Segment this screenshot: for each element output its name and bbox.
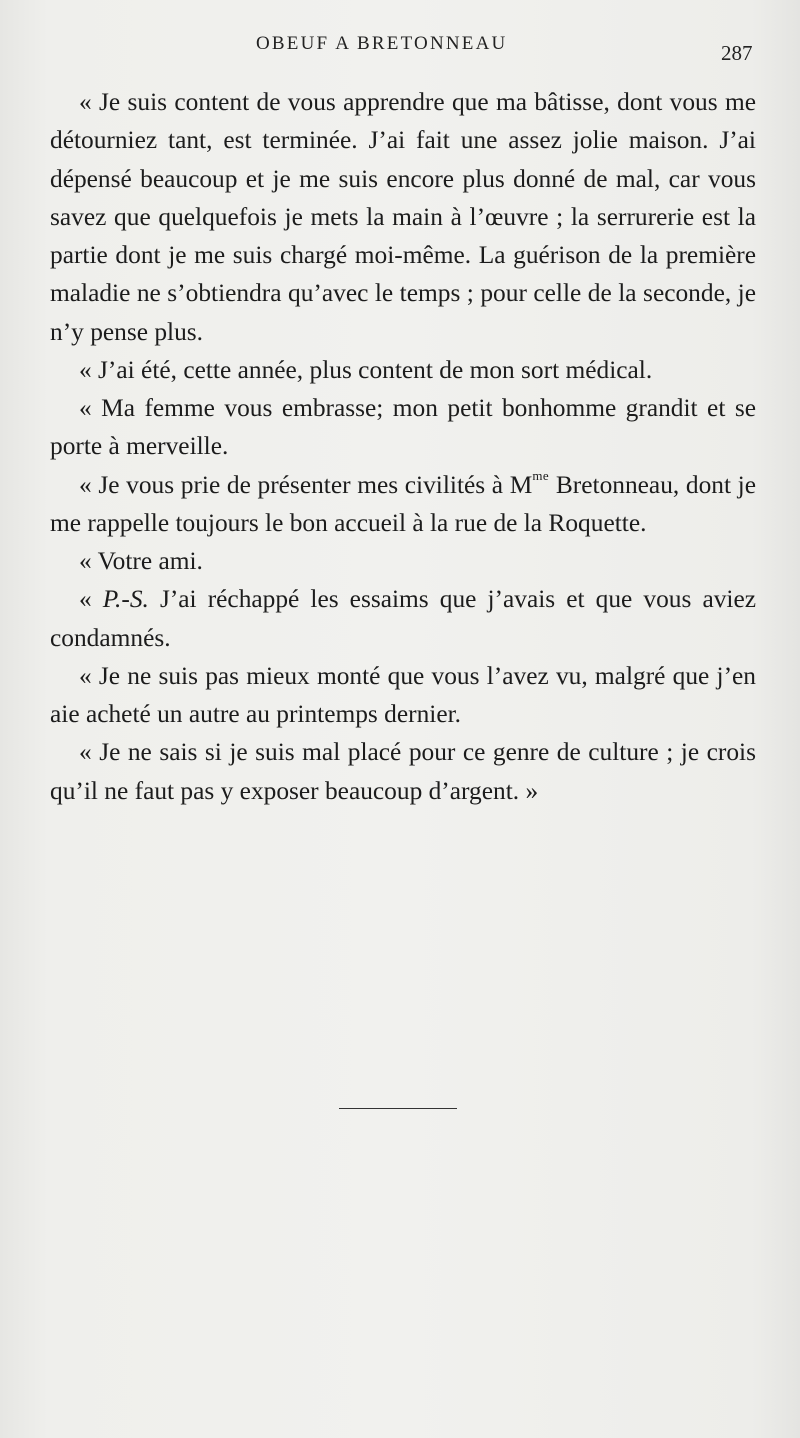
paragraph: « Votre ami. (79, 547, 203, 575)
page-number: 287 (721, 41, 753, 65)
paragraph: « Je suis content de vous apprendre que ma bâtisse, dont vous me détourniez tant, est terminée. J’ai fait une assez jolie maison. J’ai dépensé beaucoup et je me suis encore plus donné de mal, car vous savez que quelquefois je mets la main à l’œuvre ; la serrurerie est la partie dont je me suis chargé moi-même. La guérison de la première maladie ne s’obtiendra qu’avec le temps ; pour celle de la seconde, je n’y pense plus. (50, 88, 756, 346)
paragraph-text: J’ai réchappé les essaims que j’avais et que vous aviez condamnés. (50, 585, 757, 652)
paragraph-text: « Je vous prie de présenter mes civilités à M (79, 470, 533, 499)
paragraph: « Je ne suis pas mieux monté que vous l’avez vu, malgré que j’en aie acheté un autre au printemps dernier. (50, 661, 756, 728)
running-head (0, 33, 800, 63)
paragraph: « Je ne sais si je suis mal placé pour ce genre de culture ; je crois qu’il ne faut pas y exposer beaucoup d’argent. » (50, 738, 756, 805)
abbreviation-superscript: me (532, 468, 550, 484)
paragraph (50, 466, 756, 543)
paragraph: « Ma femme vous embrasse; mon petit bonhomme grandit et se porte à merveille. (50, 394, 756, 461)
postscript-label: P.-S. (102, 585, 149, 614)
letter-text (50, 83, 756, 810)
paragraph-text: Bretonneau, dont je me rappelle toujours le bon accueil à la rue de la Roquette. (50, 470, 757, 537)
running-title: OBEUF A BRETONNEAU (256, 33, 508, 54)
paragraph: « J’ai été, cette année, plus content de mon sort médical. (79, 355, 653, 384)
paragraph-text: « (79, 585, 103, 614)
section-divider (339, 1108, 457, 1109)
paragraph (50, 580, 756, 657)
